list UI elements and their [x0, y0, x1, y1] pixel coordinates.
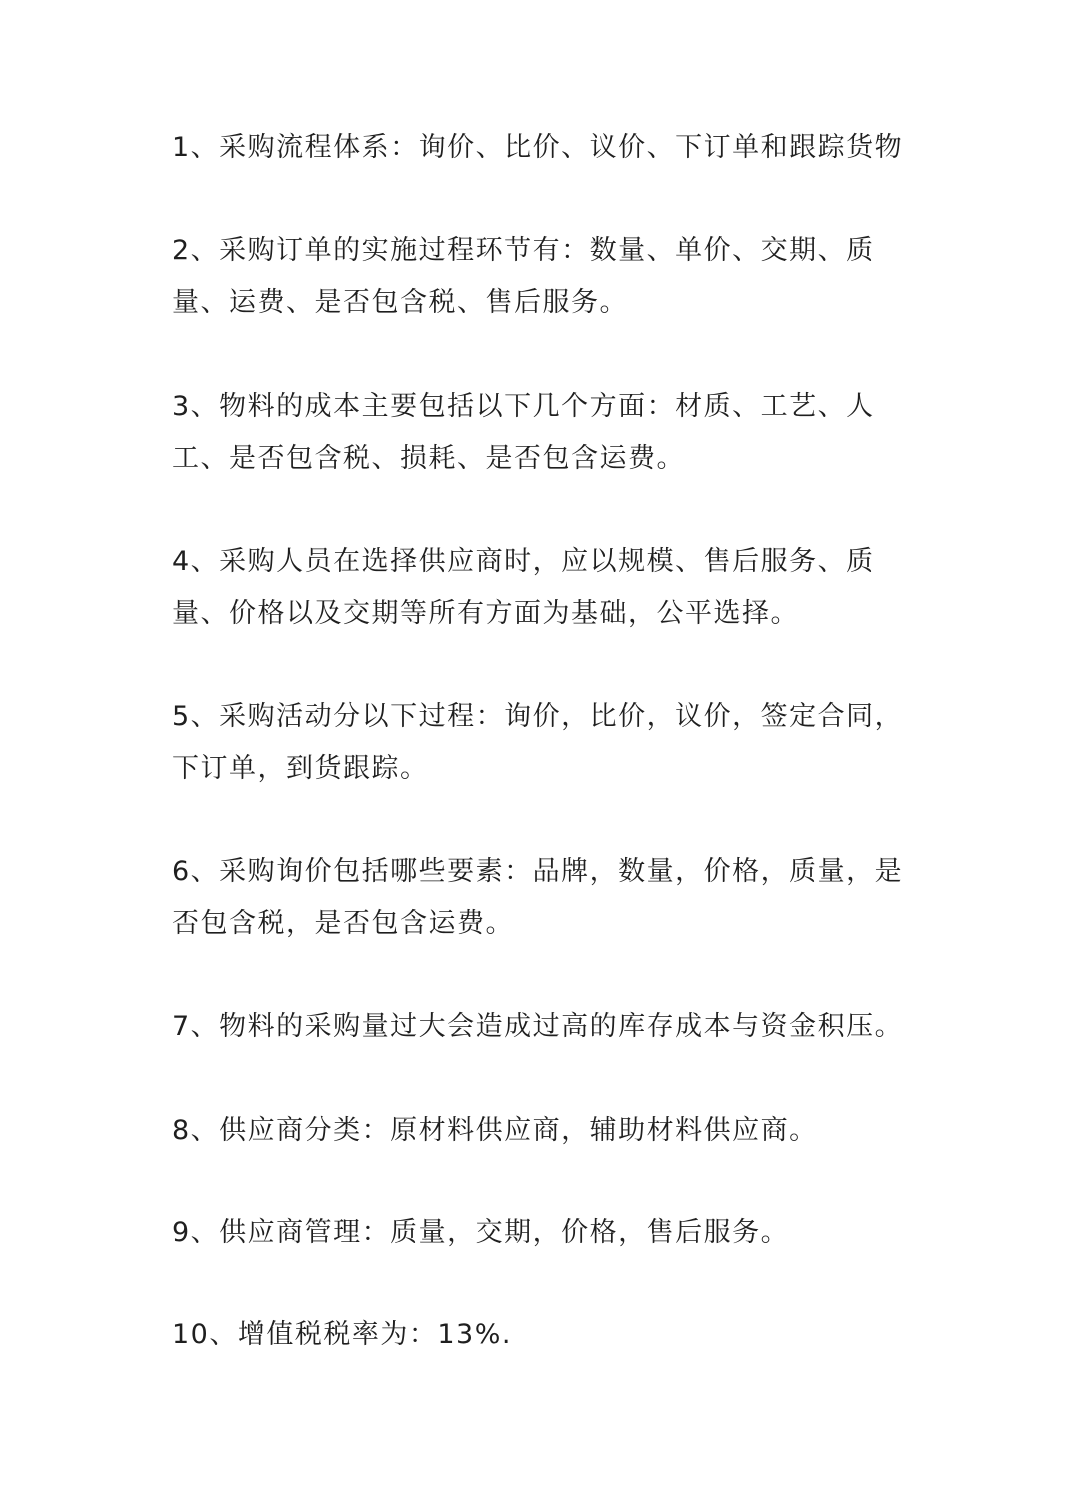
list-item: 1、采购流程体系：询价、比价、议价、下订单和跟踪货物 — [172, 132, 904, 163]
list-item: 6、采购询价包括哪些要素：品牌，数量，价格，质量，是否包含税，是否包含运费。 — [172, 856, 904, 939]
list-item: 9、供应商管理：质量，交期，价格，售后服务。 — [172, 1217, 790, 1248]
list-item: 4、采购人员在选择供应商时，应以规模、售后服务、质量、价格以及交期等所有方面为基础，公平选择。 — [172, 546, 875, 629]
list-item: 10、增值税税率为：13%. — [172, 1319, 512, 1350]
list-item: 3、物料的成本主要包括以下几个方面：材质、工艺、人工、是否包含税、损耗、是否包含运费。 — [172, 391, 875, 474]
list-item: 8、供应商分类：原材料供应商，辅助材料供应商。 — [172, 1115, 818, 1146]
list-item: 7、物料的采购量过大会造成过高的库存成本与资金积压。 — [172, 1011, 904, 1042]
list-item: 5、采购活动分以下过程：询价，比价，议价，签定合同，下订单，到货跟踪。 — [172, 701, 904, 784]
list-item: 2、采购订单的实施过程环节有：数量、单价、交期、质量、运费、是否包含税、售后服务。 — [172, 235, 875, 318]
